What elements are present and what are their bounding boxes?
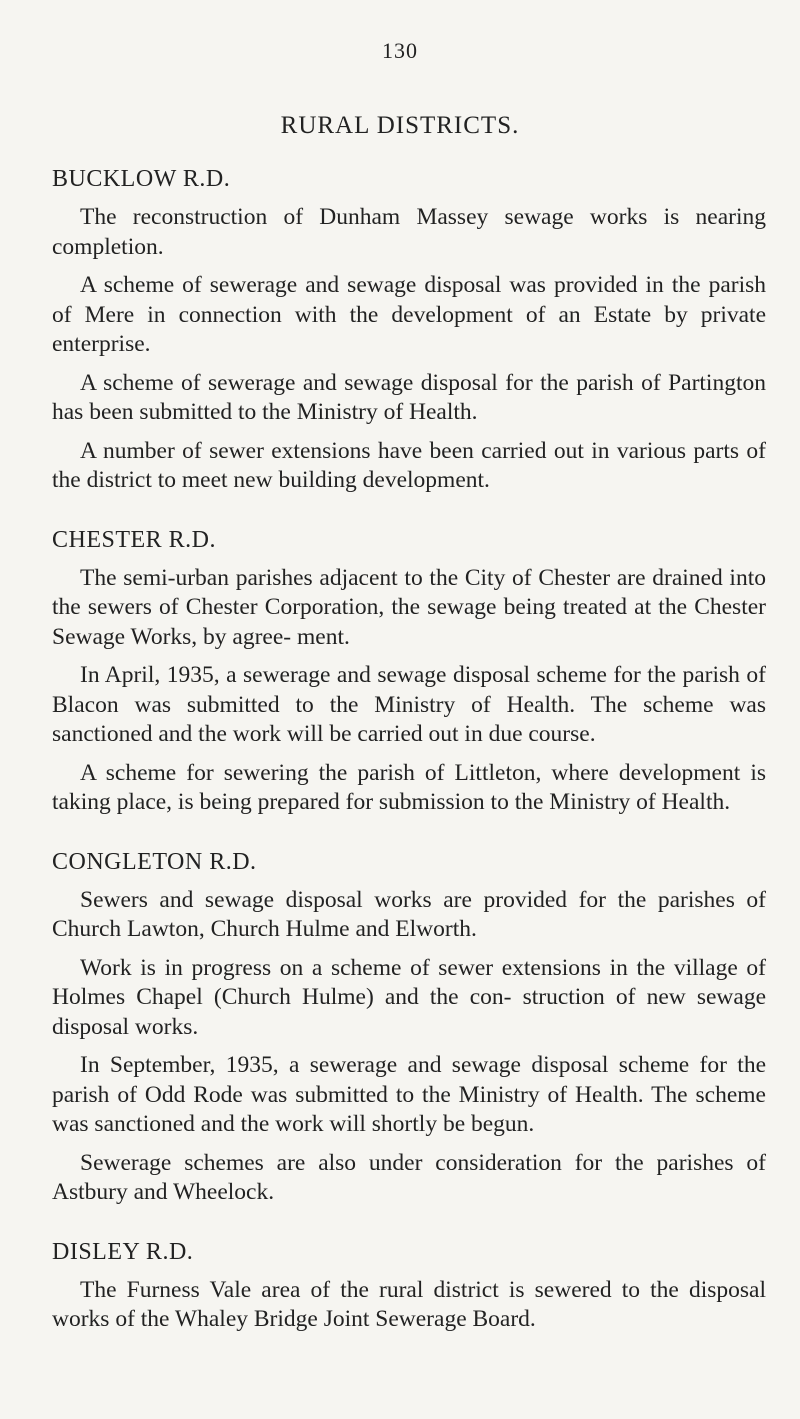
section-congleton xyxy=(52,846,766,1208)
paragraph: Sewerage schemes are also under consideration for the parishes of Astbury and Wheelock. xyxy=(52,1149,766,1205)
paragraph: A number of sewer extensions have been carried out in various parts of the district to meet new building development. xyxy=(52,437,766,493)
page-number: 130 xyxy=(382,38,418,63)
paragraph: Work is in progress on a scheme of sewer extensions in the village of Holmes Chapel (Church Hulme) and the con- struction of new sewage disposal works. xyxy=(52,954,766,1040)
page-title: RURAL DISTRICTS. xyxy=(280,112,520,139)
section-heading: DISLEY R.D. xyxy=(52,1238,194,1265)
document-body xyxy=(52,163,766,1363)
section-bucklow xyxy=(52,163,766,496)
section-heading: CHESTER R.D. xyxy=(52,526,217,553)
paragraph: The semi-urban parishes adjacent to the City of Chester are drained into the sewers of Chester Corporation, the sewage being treated at the Chester Sewage Works, by agree- ment. xyxy=(52,564,766,650)
paragraph: In September, 1935, a sewerage and sewage disposal scheme for the parish of Odd Rode was submitted to the Ministry of Health. The scheme was sanctioned and the work will shortly be begun. xyxy=(52,1052,766,1137)
paragraph: A scheme of sewerage and sewage disposal was provided in the parish of Mere in connection with the development of an Estate by private enterprise. xyxy=(52,272,766,357)
paragraph: A scheme of sewerage and sewage disposal for the parish of Partington has been submitted to the Ministry of Health. xyxy=(52,369,766,425)
section-heading: BUCKLOW R.D. xyxy=(52,166,231,192)
paragraph: The reconstruction of Dunham Massey sewage works is nearing completion. xyxy=(52,204,766,260)
section-disley xyxy=(52,1236,766,1335)
section-chester xyxy=(52,524,766,818)
section-heading: CONGLETON R.D. xyxy=(52,848,257,875)
paragraph: The Furness Vale area of the rural district is sewered to the disposal works of the Whaley Bridge Joint Sewerage Board. xyxy=(52,1276,766,1332)
paragraph: In April, 1935, a sewerage and sewage disposal scheme for the parish of Blacon was submitted to the Ministry of Health. The scheme was sanctioned and the work will be carried out in due course. xyxy=(52,662,766,747)
paragraph: Sewers and sewage disposal works are provided for the parishes of Church Lawton, Church Hulme and Elworth. xyxy=(52,886,766,942)
paragraph: A scheme for sewering the parish of Littleton, where development is taking place, is being prepared for submission to the Ministry of Health. xyxy=(52,759,766,815)
